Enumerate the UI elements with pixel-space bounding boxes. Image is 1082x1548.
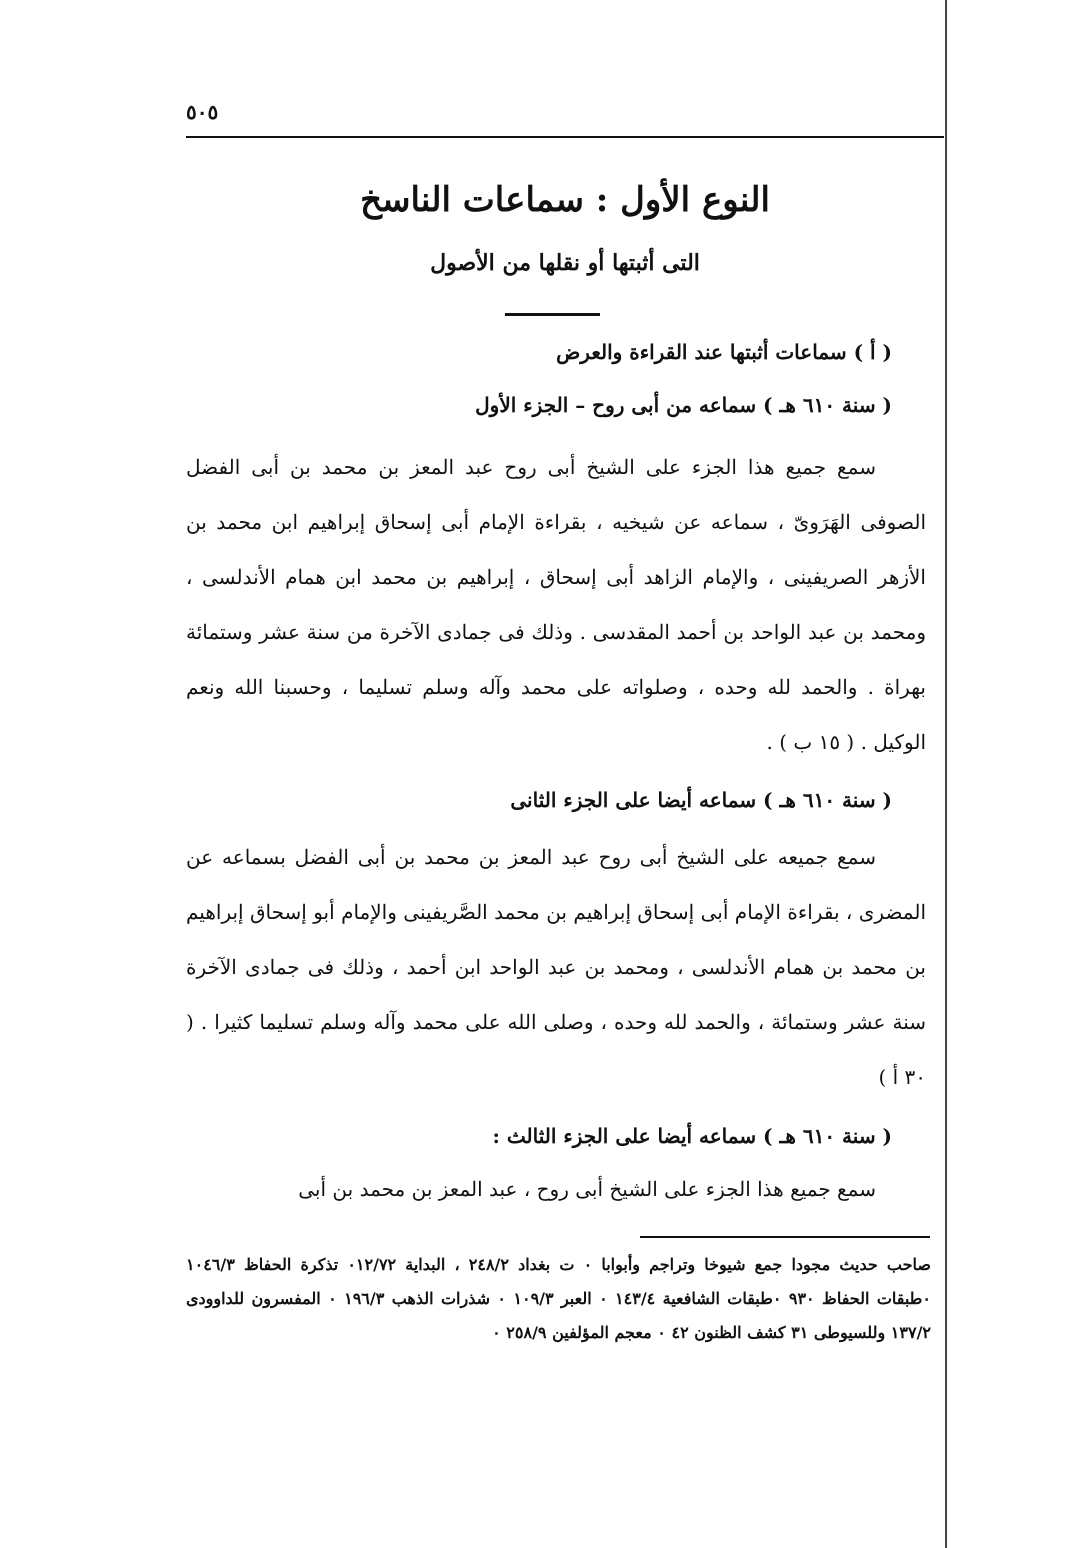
entry-text-2 <box>186 830 926 1105</box>
footnote: صاحب حديث مجودا جمع شيوخا وتراجم وأبوابا ٠ ت بغداد ٢٤٨/٢ ، البداية ٠١٢/٧٢ تذكرة الحفاظ ١٠٤٦/٣ ٠طبقات الحفاظ ٩٣٠ ٠طبقات الشافعية ١٤٣/٤ ٠ العبر ١٠٩/٣ ٠ شذرات الذهب ١٩٦/٣ ٠ المفسرون للداوودى ١٣٧/٢ وللسيوطى ٣١ كشف الظنون ٤٢ ٠ معجم المؤلفين ٢٥٨/٩ ٠ <box>186 1255 932 1342</box>
margin-rule <box>945 0 947 1548</box>
title-rule <box>505 313 600 316</box>
entry-body-3: سمع جميع هذا الجزء على الشيخ أبى روح ، عبد المعز بن محمد بن أبى <box>298 1177 876 1201</box>
footnote-rule <box>640 1236 930 1238</box>
page-subtitle: التى أثبتها أو نقلها من الأصول <box>430 250 700 276</box>
page-title: النوع الأول : سماعات الناسخ <box>360 180 770 220</box>
entry-body-2: سمع جميعه على الشيخ أبى روح عبد المعز بن محمد بن أبى الفضل بسماعه عن المضرى ، بقراءة الإمام أبى إسحاق إبراهيم بن محمد الصَّريفينى والإمام أبو إسحاق إبراهيم بن محمد بن همام الأندلسى ، ومحمد بن عبد الواحد ابن أحمد ، وذلك فى جمادى الآخرة سنة عشر وستمائة ، والحمد لله وحده ، وصلى الله على محمد وآله وسلم تسليما كثيرا . ( ٣٠ أ ) <box>186 845 927 1089</box>
section-heading-a: ( أ ) سماعات أثبتها عند القراءة والعرض <box>556 340 892 364</box>
page-number: ٥٠٥ <box>186 100 219 124</box>
entry-text-1 <box>186 440 926 770</box>
header-rule <box>186 136 944 138</box>
entry-title-2: ( سنة ٦١٠ هـ ) سماعه أيضا على الجزء الثانى <box>510 788 892 812</box>
entry-title-1: ( سنة ٦١٠ هـ ) سماعه من أبى روح – الجزء الأول <box>475 393 892 417</box>
entry-body-1: سمع جميع هذا الجزء على الشيخ أبى روح عبد المعز بن محمد بن أبى الفضل الصوفى الهَرَوىّ ، سماعه عن شيخيه ، بقراءة الإمام أبى إسحاق إبراهيم ابن محمد بن الأزهر الصريفينى ، والإمام الزاهد أبى إسحاق ، إبراهيم بن محمد ابن همام الأندلسى ، ومحمد بن عبد الواحد بن أحمد المقدسى . وذلك فى جمادى الآخرة من سنة عشر وستمائة بهراة . والحمد لله وحده ، وصلواته على محمد وآله وسلم تسليما ، وحسبنا الله ونعم الوكيل . ( ١٥ ب ) . <box>186 455 926 754</box>
entry-title-3: ( سنة ٦١٠ هـ ) سماعه أيضا على الجزء الثالث : <box>492 1124 892 1148</box>
entry-text-3 <box>186 1162 926 1217</box>
